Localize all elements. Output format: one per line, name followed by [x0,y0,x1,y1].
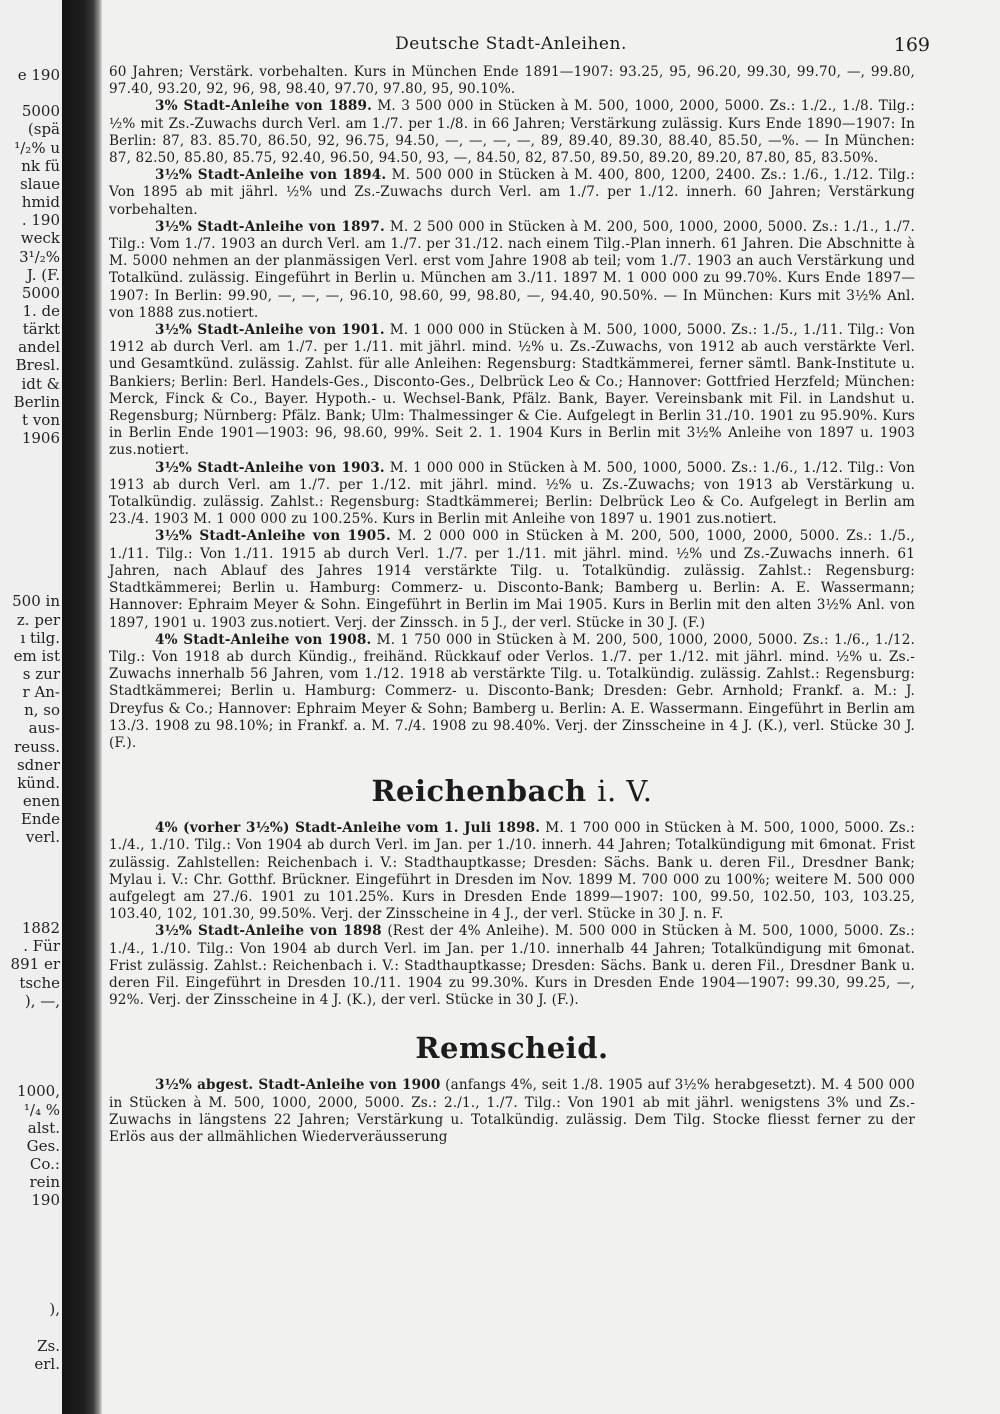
previous-page-fragment: (spä [27,120,60,139]
previous-page-fragment: Ende [20,810,60,829]
previous-page-fragment: ı tilg. [20,628,60,647]
previous-page-fragment: künd. [17,773,60,792]
previous-page-fragment: z. per [16,610,60,629]
previous-page-edge [0,0,62,1414]
book-page [102,0,1000,1414]
loan-text: (Rest der 4% Anleihe). M. 500 000 in Stücken à M. 500, 1000, 5000. Zs.: 1./4., 1./10. Tilg.: Von 1904 ab durch Verl. im Jan. per 1./10. innerhalb 44 Jahren; Totalkündigung mit 6monat. Frist zulässig. Zahlst.: Reichenbach i. V.: Stadthauptkasse; Dresden: Sächs. Bank u. deren Fil., Dresdner Bank u. deren Fil. Eingeführt in Dresden 10./11. 1904 zu 99.30%. Kurs in Dresden Ende 1904—1907: 99.30, 99.25, —, 92%. Verj. der Zinsscheine in 4 J. (K.), der verl. Stücke in 30 J. (F.). [109,923,915,1009]
previous-page-fragment: 5000 [21,283,60,302]
previous-page-fragment: Ges. [26,1136,60,1155]
previous-page-fragment: ), [49,1300,60,1319]
loan-text: (anfangs 4%, seit 1./8. 1905 auf 3½% herabgesetzt). M. 4 500 000 in Stücken à M. 500, 1000, 2000, 5000. Zs.: 2./1., 1./7. Tilg.: Von 1901 ab mit jährl. wenigstens 3% und Zs.-Zuwachs in längstens 22 Jahren; Verstärkung u. Totalkündig. zulässig. Dem Tilg. Stocke fliesst ferner zu der Erlös aus der allmählichen Wiederveräusserung [109,1077,915,1145]
previous-page-fragment: 3¹/₂% [19,247,60,266]
previous-page-fragment: 500 in [12,592,60,611]
previous-page-fragment: alst. [27,1118,60,1137]
previous-page-fragment: verl. [25,828,60,847]
previous-page-fragment: Co.: [29,1155,60,1173]
previous-page-fragment: r An- [22,683,60,702]
section-title-text: Reichenbach [371,774,587,809]
previous-page-fragment: Berlin [13,392,60,411]
loan-heading: 3½% abgest. Stadt-Anleihe von 1900 [155,1077,441,1094]
loan-heading: 3½% Stadt-Anleihe von 1905. [155,528,391,545]
previous-page-fragment: n, so [24,701,60,720]
running-title: Deutsche Stadt-Anleihen. [395,34,627,54]
loan-heading: 4% Stadt-Anleihe von 1908. [155,631,372,648]
loan-heading: 3½% Stadt-Anleihe von 1897. [155,218,385,235]
text-column [109,64,915,1146]
section-title-suffix: i. V. [597,774,653,809]
previous-page-fragment: 1. de [22,301,60,320]
loan-entry-remscheid-1900 [109,1077,915,1146]
previous-page-fragment: slaue [20,174,60,193]
previous-page-fragment: rein [29,1173,60,1192]
previous-page-fragment: t von [22,410,60,429]
previous-page-fragment: tsche [19,973,60,992]
previous-page-fragment: 1882 [21,919,60,938]
previous-page-fragment: 190 [31,1191,60,1210]
loan-text: M. 2 000 000 in Stücken à M. 200, 500, 1000, 2000, 5000. Zs.: 1./5., 1./11. Tilg.: Von 1./11. 1915 ab durch Verl. 1./7. per 1./11. mit jährl. mind. ½% und Zs.-Zuwachs innerh. 61 Jahren, nach Ablauf des Jahres 1914 verstärkte Tilg. u. Totalkündig. zulässig. Zahlst.: Regensburg: Stadtkämmerei; Berlin u. Hamburg: Commerz- u. Disconto-Bank; Bamberg u. Berlin: A. E. Wassermann; Hannover: Ephraim Meyer & Sohn. Eingeführt in Berlin im Mai 1905. Kurs in Berlin mit den alten 3½% Anl. von 1897, 1901 u. 1903 zus.notiert. Verj. der Zinssch. in 5 J., der verl. Stücke in 30 J. (F.) [109,528,915,631]
previous-page-fragment: ¹/₂% u [14,138,60,157]
previous-page-fragment: ), —, [24,991,60,1010]
loan-heading: 3½% Stadt-Anleihe von 1898 [155,923,382,940]
previous-page-fragment: Bresl. [15,356,60,375]
previous-page-fragment: enen [22,792,60,810]
previous-page-fragment: 891 er [10,955,60,974]
previous-page-fragment: Zs. [37,1336,60,1355]
previous-page-fragment: erl. [34,1354,60,1373]
loan-heading: 3% Stadt-Anleihe von 1889. [155,98,372,115]
loan-heading: 3½% Stadt-Anleihe von 1894. [155,167,387,184]
previous-page-fragment: idt & [21,374,60,393]
book-gutter-shadow [62,0,102,1414]
section-title-remscheid [109,1031,915,1065]
loan-entry-1901 [109,322,915,460]
previous-page-fragment: 1906 [21,429,60,447]
previous-page-fragment: sdner [16,755,60,774]
previous-page-fragment: . 190 [21,211,60,230]
previous-page-fragment: . Für [23,937,60,956]
loan-heading: 3½% Stadt-Anleihe von 1901. [155,322,385,339]
previous-page-fragment: tärkt [22,320,60,339]
loan-entry-reichenbach-1898-4pct [109,820,915,923]
section-title-reichenbach [109,774,915,808]
page-header [102,34,930,58]
loan-entry-reichenbach-1898-35pct [109,923,915,1009]
page-number: 169 [893,34,930,56]
loan-text: M. 1 000 000 in Stücken à M. 500, 1000, 5000. Zs.: 1./6., 1./12. Tilg.: Von 1913 ab durch Verl. am 1./7. per 1./12. mit jährl. mind. ½% u. Zs.-Zuwachs; von 1913 ab Verstärkung u. Totalkündig. zulässig. Zahlst.: Regensburg: Stadtkämmerei; Berlin: Delbrück Leo & Co. Aufgelegt in Berlin am 23./4. 1903 M. 1 000 000 zu 100.25%. Kurs in Berlin mit Anleihe von 1897 u. 1901 zus.notiert. [109,459,915,528]
previous-page-fragment: hmid [21,193,60,212]
previous-page-fragment: J. (F. [26,265,60,284]
previous-page-fragment: 1000, [17,1082,60,1101]
previous-page-fragment: e 190 [17,66,60,84]
previous-page-fragment: aus- [28,719,60,738]
loan-entry-1903 [109,460,915,529]
intro-paragraph: 60 Jahren; Verstärk. vorbehalten. Kurs in München Ende 1891—1907: 93.25, 95, 96.20, 99.30, 99.70, —, 99.80, 97.40, 93.20, 92, 96, 98, 98.40, 97.70, 97.80, 95, 90.10%. [109,64,915,98]
previous-page-fragment: reuss. [14,737,60,756]
loan-text: M. 1 750 000 in Stücken à M. 200, 500, 1000, 2000, 5000. Zs.: 1./6., 1./12. Tilg.: Von 1918 ab durch Kündig., freihänd. Rückkauf oder Verlos. 1./7. per 1./12. mit jährl. mind. ½% u. Zs.-Zuwachs innerhalb 56 Jahren, vom 1./12. 1918 ab verstärkte Tilg. u. Totalkündig. zulässig. Zahlst.: Regensburg: Stadtkämmerei; Berlin u. Hamburg: Commerz- u. Disconto-Bank; Dresden: Gebr. Arnhold; Frankf. a. M.: J. Dreyfus & Co.; Hannover: Ephraim Meyer & Sohn; Bamberg u. Berlin: A. E. Wassermann. Eingeführt in Berlin am 13./3. 1908 zu 98.10%; in Frankf. a. M. 7./4. 1908 zu 98.40%. Verj. der Zinsscheine in 4 J. (K.), verl. Stücke 30 J. (F.). [109,631,915,751]
previous-page-fragment: em ist [13,646,60,665]
loan-entry-1889 [109,98,915,167]
previous-page-fragment: 5000 [21,102,60,121]
loan-entry-1908 [109,632,915,752]
previous-page-fragment: weck [20,229,60,248]
loan-entry-1897 [109,219,915,322]
loan-text: M. 1 000 000 in Stücken à M. 500, 1000, 5000. Zs.: 1./5., 1./11. Tilg.: Von 1912 ab durch Verl. am 1./7. per 1./11. mit jährl. mind. ½% u. Zs.-Zuwachs, von 1912 ab auch verstärkte Verl. und Gesamtkünd. zulässig. Zahlst. für alle Anleihen: Regensburg: Stadtkämmerei, ferner sämtl. Bank-Institute u. Bankiers; Berlin: Berl. Handels-Ges., Disconto-Ges., Delbrück Leo & Co.; Hannover: Gottfried Herzfeld; München: Merck, Finck & Co., Bayer. Hypoth.- u. Wechsel-Bank, Pfälz. Bank, Bayer. Vereinsbank mit Fil. in Landshut u. Regensburg; Nürnberg: Pfälz. Bank; Ulm: Thalmessinger & Cie. Aufgelegt in Berlin 31./10. 1901 zu 95.90%. Kurs in Berlin Ende 1901—1903: 96, 98.60, 99%. Seit 2. 1. 1904 Kurs in Berlin mit 3½% Anleihe von 1897 u. 1903 zus.notiert. [109,322,915,459]
loan-text: M. 3 500 000 in Stücken à M. 500, 1000, 2000, 5000. Zs.: 1./2., 1./8. Tilg.: ½% mit Zs.-Zuwachs durch Verl. am 1./7. per 1./8. in 66 Jahren; Verstärkung zulässig. Kurs Ende 1890—1907: In Berlin: 87, 83. 85.70, 86.50, 92, 96.75, 94.50, —, —, —, —, 89, 89.40, 89.30, 88.40, 85.50, —%. — In München: 87, 82.50, 85.80, 85.75, 92.40, 96.50, 94.50, 93, —, 84.50, 82, 87.50, 89.50, 89.20, 89.20, 87.80, 85, 83.50%. [109,98,915,167]
loan-text: M. 500 000 in Stücken à M. 400, 800, 1200, 2400. Zs.: 1./6., 1./12. Tilg.: Von 1895 ab mit jährl. ½% und Zs.-Zuwachs durch Verl. am 1./7. per 1./12. innerh. 60 Jahren; Verstärkung vorbehalten. [109,167,915,218]
previous-page-fragment: s zur [22,664,60,683]
previous-page-fragment: andel [18,338,60,357]
previous-page-fragment: nk fü [21,156,60,175]
loan-heading: 3½% Stadt-Anleihe von 1903. [155,459,385,476]
section-title-text: Remscheid. [415,1031,609,1066]
loan-entry-1894 [109,167,915,219]
loan-text: M. 1 700 000 in Stücken à M. 500, 1000, 5000. Zs.: 1./4., 1./10. Tilg.: Von 1904 ab durch Verl. im Jan. per 1./10. innerh. 44 Jahren; Totalkündigung mit 6monat. Frist zulässig. Zahlstellen: Reichenbach i. V.: Stadthauptkasse; Dresden: Sächs. Bank u. deren Fil., Dresdner Bank; Mylau i. V.: Chr. Gotthf. Brückner. Eingeführt in Dresden im Nov. 1899 M. 700 000 zu 100%; weitere M. 500 000 aufgelegt am 27./6. 1901 zu 101.25%. Kurs in Dresden Ende 1899—1907: 100, 99.50, 102.50, 103, 103.25, 103.40, 102, 101.30, 99.50%. Verj. der Zinsscheine in 4 J., der verl. Stücke in 30 J. n. F. [109,820,915,923]
loan-text: M. 2 500 000 in Stücken à M. 200, 500, 1000, 2000, 5000. Zs.: 1./1., 1./7. Tilg.: Vom 1./7. 1903 an durch Verl. am 1./7. per 31./12. nach einem Tilg.-Plan innerh. 61 Jahren. Die Abschnitte à M. 5000 nehmen an der planmässigen Verl. erst vom Jahre 1908 ab teil; vom 1./7. 1903 an auch Verstärkung und Totalkünd. zulässig. Eingeführt in Berlin u. München am 3./11. 1897 M. 1 000 000 zu 99.70%. Kurs Ende 1897—1907: In Berlin: 99.90, —, —, —, 96.10, 98.60, 99, 98.80, —, 94.40, 90.50%. — In München: Kurs mit 3½% Anl. von 1888 zus.notiert. [109,218,915,321]
loan-entry-1905 [109,528,915,631]
previous-page-fragment: ¹/₄ % [23,1100,60,1119]
loan-heading: 4% (vorher 3½%) Stadt-Anleihe vom 1. Juli 1898. [155,820,541,837]
